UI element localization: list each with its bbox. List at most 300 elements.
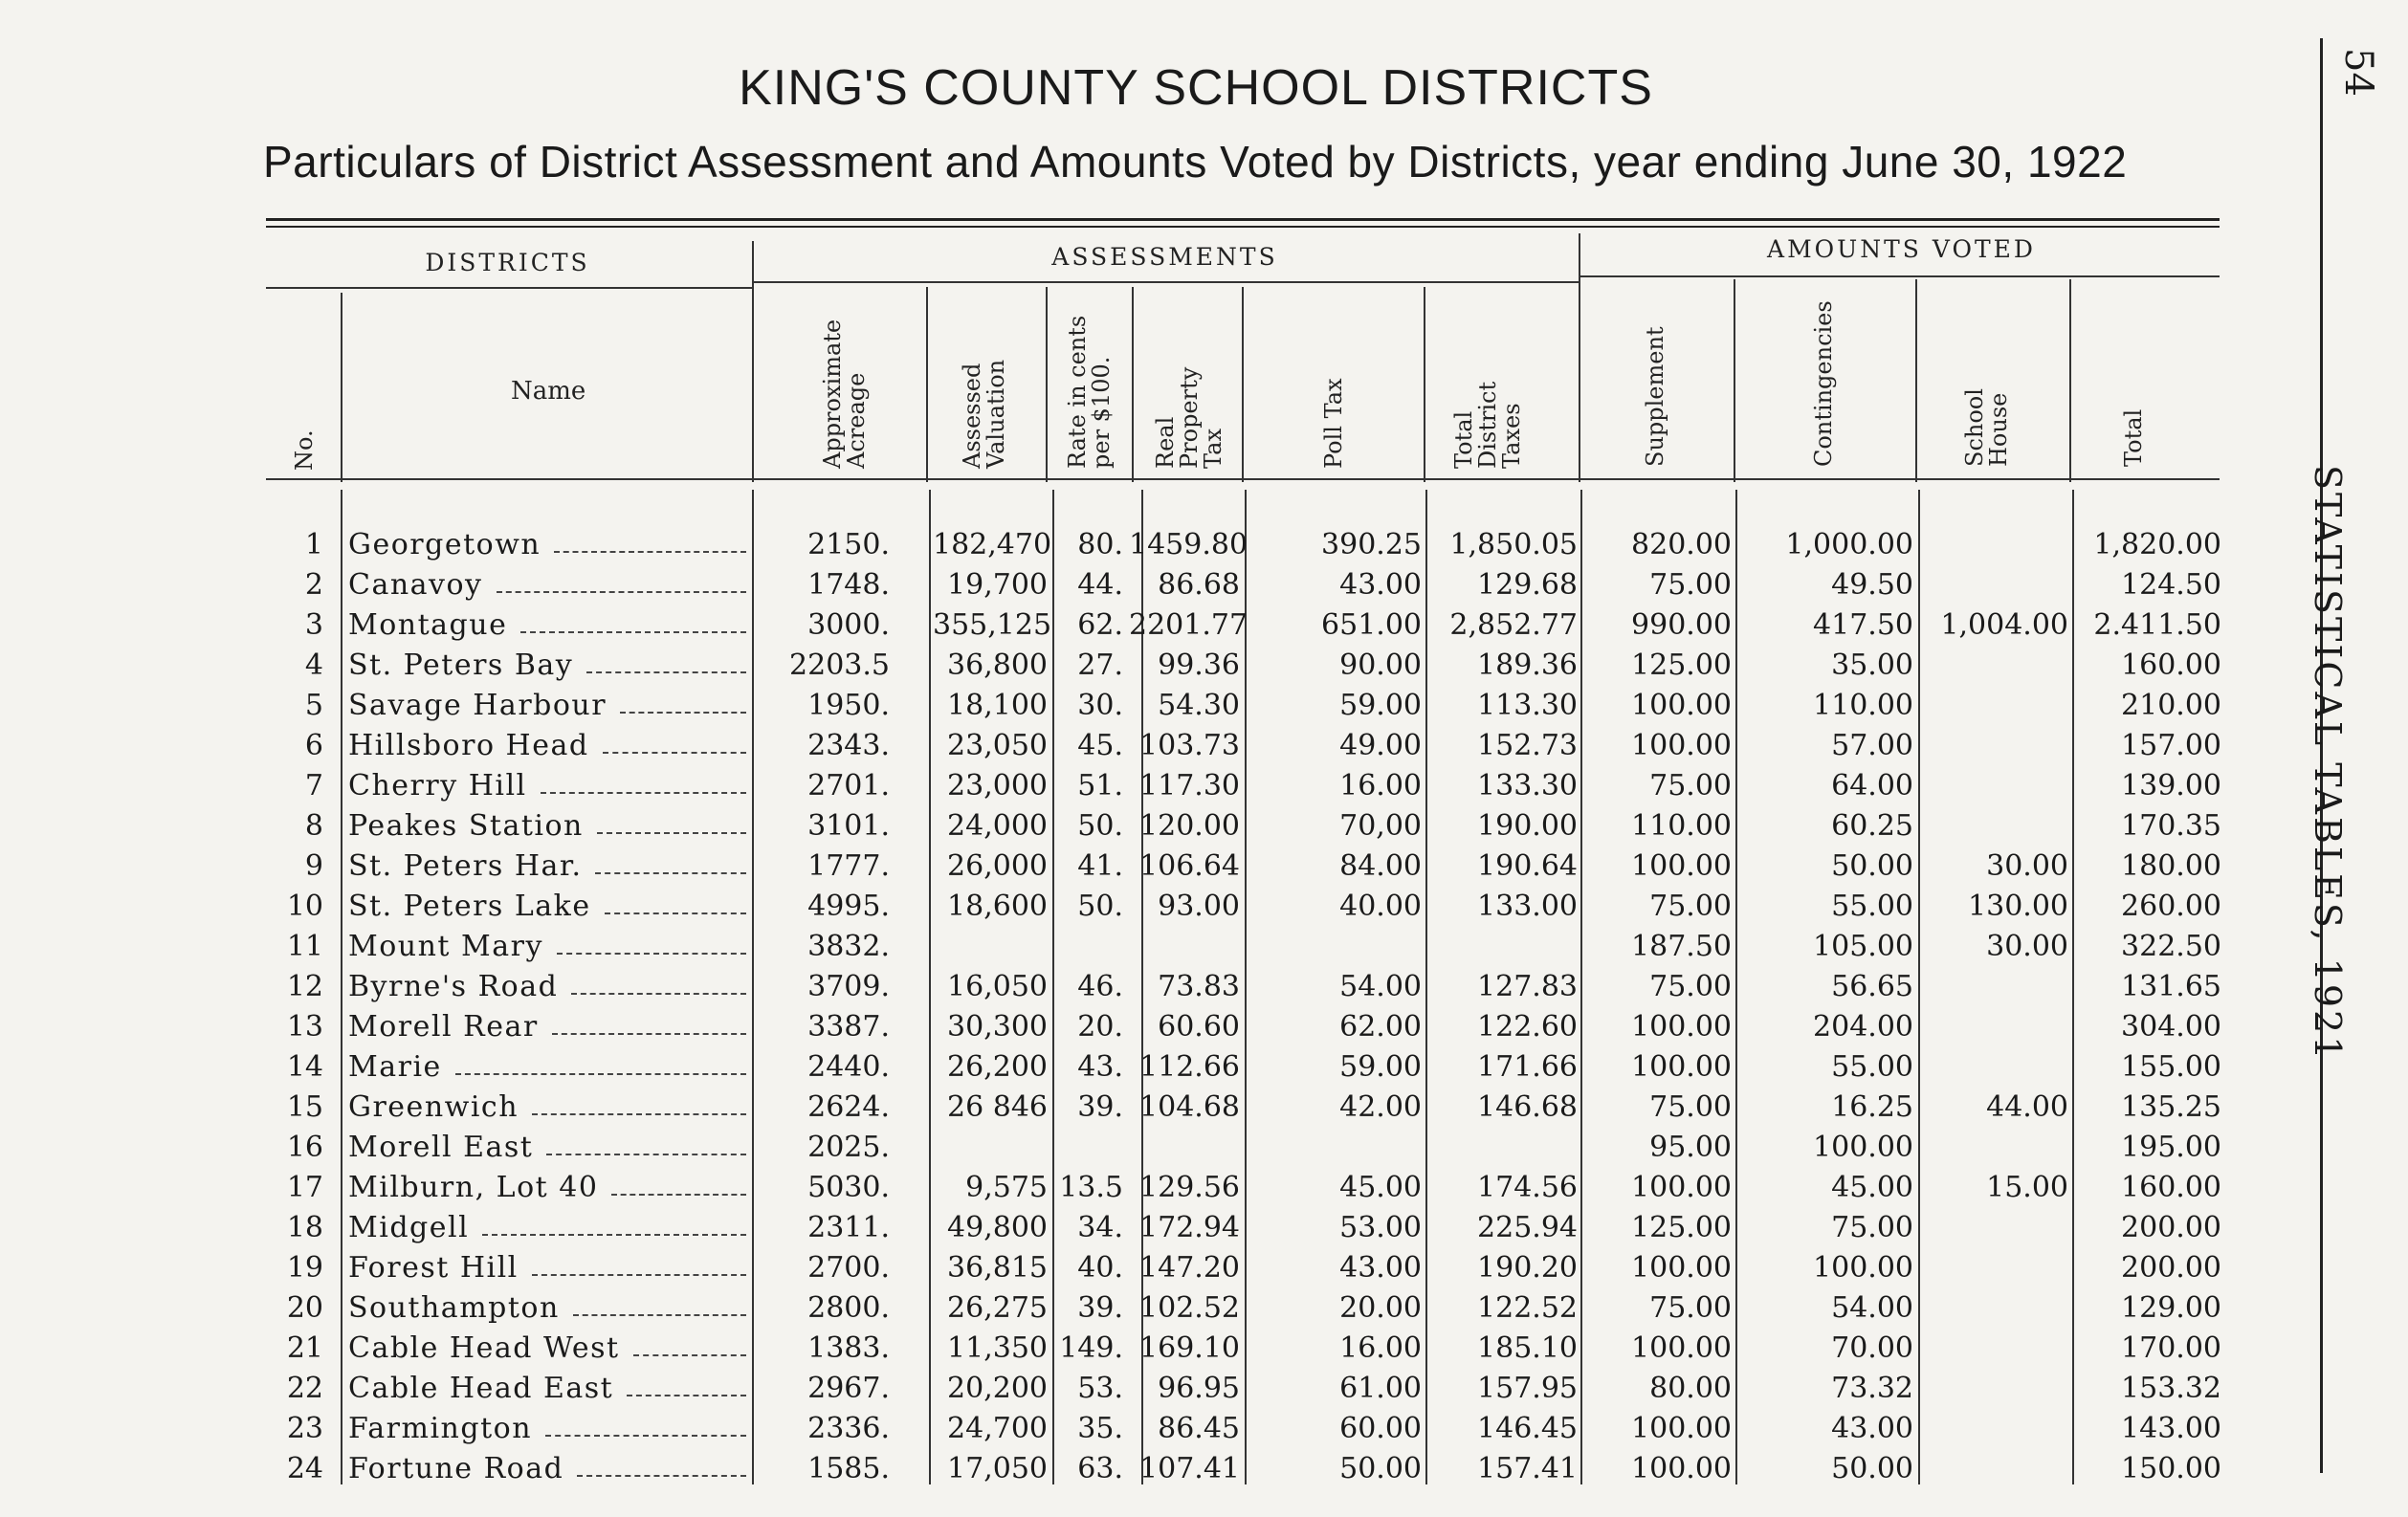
acreage-cell: 3387. [807, 1010, 890, 1044]
contingencies-cell: 1,000.00 [1785, 528, 1913, 561]
col-header-valuation: Assessed Valuation [959, 359, 1009, 469]
poll-tax-cell: 43.00 [1339, 1251, 1422, 1285]
poll-tax-cell: 43.00 [1339, 568, 1422, 602]
row-number: 7 [304, 769, 323, 802]
supplement-cell: 187.50 [1631, 930, 1732, 963]
total-cell: 150.00 [2121, 1452, 2221, 1485]
total-taxes-cell: 127.83 [1477, 970, 1578, 1003]
total-cell: 200.00 [2121, 1251, 2221, 1285]
supplement-cell: 100.00 [1631, 1010, 1732, 1044]
poll-tax-cell: 16.00 [1339, 1331, 1422, 1365]
total-cell: 180.00 [2121, 849, 2221, 883]
district-name: Hillsboro Head [348, 729, 589, 762]
valuation-cell: 24,000 [947, 809, 1048, 843]
acreage-cell: 2025. [807, 1131, 890, 1164]
dot-leader [605, 912, 746, 914]
poll-tax-cell: 60.00 [1339, 1412, 1422, 1445]
district-name: Mount Mary [348, 930, 543, 963]
col-header-total-district-taxes: Total District Taxes [1450, 381, 1525, 469]
real-property-tax-cell: 86.68 [1158, 568, 1240, 602]
contingencies-cell: 49.50 [1831, 568, 1913, 602]
district-name: Montague [348, 608, 508, 642]
table-row [0, 729, 2296, 769]
school-house-cell: 1,004.00 [1940, 608, 2068, 642]
acreage-cell: 2967. [807, 1372, 890, 1405]
row-number: 9 [304, 849, 323, 883]
valuation-cell: 26 846 [947, 1090, 1048, 1124]
contingencies-cell: 60.25 [1831, 809, 1913, 843]
acreage-cell: 1748. [807, 568, 890, 602]
table-row [0, 1131, 2296, 1171]
acreage-cell: 2203.5 [789, 649, 890, 682]
poll-tax-cell: 70,00 [1339, 809, 1422, 843]
dot-leader [557, 953, 746, 955]
real-property-tax-cell: 54.30 [1158, 689, 1240, 722]
acreage-cell: 5030. [807, 1171, 890, 1204]
contingencies-cell: 110.00 [1813, 689, 1913, 722]
real-property-tax-cell: 106.64 [1139, 849, 1240, 883]
dot-leader [633, 1354, 746, 1356]
valuation-cell: 30,300 [947, 1010, 1048, 1044]
acreage-cell: 2440. [807, 1050, 890, 1084]
table-row [0, 1171, 2296, 1211]
row-number: 12 [286, 970, 323, 1003]
row-number: 15 [286, 1090, 323, 1124]
col-header-contingencies: Contingencies [1810, 300, 1837, 467]
col-divider [926, 287, 928, 482]
total-taxes-cell: 2,852.77 [1449, 608, 1578, 642]
contingencies-cell: 417.50 [1813, 608, 1913, 642]
row-number: 24 [286, 1452, 323, 1485]
total-cell: 129.00 [2121, 1291, 2221, 1325]
rate-cell: 41. [1077, 849, 1123, 883]
row-number: 3 [304, 608, 323, 642]
valuation-cell: 16,050 [947, 970, 1048, 1003]
district-name: Greenwich [348, 1090, 519, 1124]
page-title: KING'S COUNTY SCHOOL DISTRICTS [739, 60, 1653, 116]
district-name: Georgetown [348, 528, 541, 561]
total-cell: 155.00 [2121, 1050, 2221, 1084]
total-cell: 210.00 [2121, 689, 2221, 722]
col-header-real-property-tax: Real Property Tax [1152, 366, 1226, 469]
poll-tax-cell: 49.00 [1339, 729, 1422, 762]
row-number: 17 [286, 1171, 323, 1204]
row-number: 22 [286, 1372, 323, 1405]
valuation-cell: 355,125 [933, 608, 1052, 642]
valuation-cell: 36,815 [947, 1251, 1048, 1285]
real-property-tax-cell: 1459.80 [1129, 528, 1248, 561]
acreage-cell: 2700. [807, 1251, 890, 1285]
col-divider [2069, 279, 2071, 482]
valuation-cell: 23,050 [947, 729, 1048, 762]
total-cell: 135.25 [2121, 1090, 2221, 1124]
row-number: 8 [304, 809, 323, 843]
table-row [0, 1050, 2296, 1090]
acreage-cell: 1777. [807, 849, 890, 883]
table-row [0, 1452, 2296, 1492]
total-taxes-cell: 1,850.05 [1449, 528, 1578, 561]
poll-tax-cell: 42.00 [1339, 1090, 1422, 1124]
poll-tax-cell: 62.00 [1339, 1010, 1422, 1044]
acreage-cell: 2336. [807, 1412, 890, 1445]
rate-cell: 45. [1077, 729, 1123, 762]
acreage-cell: 1950. [807, 689, 890, 722]
col-divider [1915, 279, 1917, 482]
valuation-cell: 17,050 [947, 1452, 1048, 1485]
district-name: Byrne's Road [348, 970, 559, 1003]
real-property-tax-cell: 147.20 [1139, 1251, 1240, 1285]
rate-cell: 44. [1077, 568, 1123, 602]
real-property-tax-cell: 86.45 [1158, 1412, 1240, 1445]
supplement-cell: 100.00 [1631, 1171, 1732, 1204]
real-property-tax-cell: 96.95 [1158, 1372, 1240, 1405]
row-number: 19 [286, 1251, 323, 1285]
rate-cell: 20. [1077, 1010, 1123, 1044]
dot-leader [554, 551, 746, 553]
total-cell: 153.32 [2121, 1372, 2221, 1405]
col-divider [1242, 287, 1244, 482]
acreage-cell: 2343. [807, 729, 890, 762]
group-header-assessments: ASSESSMENTS [1051, 243, 1278, 271]
rate-cell: 30. [1077, 689, 1123, 722]
valuation-cell: 18,600 [947, 890, 1048, 923]
total-taxes-cell: 185.10 [1477, 1331, 1578, 1365]
table-row [0, 1331, 2296, 1372]
dot-leader [552, 1033, 746, 1035]
real-property-tax-cell: 169.10 [1139, 1331, 1240, 1365]
district-name: Fortune Road [348, 1452, 564, 1485]
contingencies-cell: 57.00 [1831, 729, 1913, 762]
contingencies-cell: 75.00 [1831, 1211, 1913, 1244]
real-property-tax-cell: 120.00 [1139, 809, 1240, 843]
table-row [0, 930, 2296, 970]
district-name: Marie [348, 1050, 442, 1084]
total-taxes-cell: 146.45 [1477, 1412, 1578, 1445]
total-taxes-cell: 113.30 [1477, 689, 1578, 722]
district-name: Canavoy [348, 568, 483, 602]
total-cell: 170.00 [2121, 1331, 2221, 1365]
supplement-cell: 100.00 [1631, 689, 1732, 722]
total-taxes-cell: 133.00 [1477, 890, 1578, 923]
acreage-cell: 4995. [807, 890, 890, 923]
rate-cell: 13.5 [1059, 1171, 1123, 1204]
col-header-poll-tax: Poll Tax [1320, 378, 1347, 469]
table-row [0, 649, 2296, 689]
acreage-cell: 3832. [807, 930, 890, 963]
table-row [0, 1211, 2296, 1251]
col-header-no: No. [291, 429, 318, 471]
rate-cell: 39. [1077, 1090, 1123, 1124]
dot-leader [532, 1113, 746, 1115]
table-row [0, 1372, 2296, 1412]
district-name: Cable Head East [348, 1372, 614, 1405]
dot-leader [545, 1435, 746, 1437]
real-property-tax-cell: 102.52 [1139, 1291, 1240, 1325]
contingencies-cell: 56.65 [1831, 970, 1913, 1003]
real-property-tax-cell: 2201.77 [1129, 608, 1248, 642]
poll-tax-cell: 54.00 [1339, 970, 1422, 1003]
total-cell: 304.00 [2121, 1010, 2221, 1044]
district-name: Southampton [348, 1291, 560, 1325]
dot-leader [455, 1073, 746, 1075]
table-row [0, 769, 2296, 809]
school-house-cell: 130.00 [1968, 890, 2068, 923]
rate-cell: 63. [1077, 1452, 1123, 1485]
rate-cell: 46. [1077, 970, 1123, 1003]
total-taxes-cell: 190.00 [1477, 809, 1578, 843]
rate-cell: 39. [1077, 1291, 1123, 1325]
col-divider [1132, 287, 1134, 482]
poll-tax-cell: 390.25 [1321, 528, 1422, 561]
rate-cell: 149. [1059, 1331, 1123, 1365]
real-property-tax-cell: 117.30 [1139, 769, 1240, 802]
total-taxes-cell: 174.56 [1477, 1171, 1578, 1204]
contingencies-cell: 50.00 [1831, 849, 1913, 883]
supplement-cell: 95.00 [1649, 1131, 1732, 1164]
dot-leader [595, 872, 746, 874]
valuation-cell: 26,000 [947, 849, 1048, 883]
real-property-tax-cell: 99.36 [1158, 649, 1240, 682]
supplement-cell: 100.00 [1631, 849, 1732, 883]
dot-leader [573, 1314, 746, 1316]
district-name: Savage Harbour [348, 689, 608, 722]
rate-cell: 80. [1077, 528, 1123, 561]
real-property-tax-cell: 104.68 [1139, 1090, 1240, 1124]
district-name: Peakes Station [348, 809, 584, 843]
acreage-cell: 1383. [807, 1331, 890, 1365]
row-number: 5 [304, 689, 323, 722]
side-running-title: STATISTICAL TABLES, 1921 [2307, 465, 2349, 1063]
dot-leader [497, 591, 746, 593]
total-cell: 131.65 [2121, 970, 2221, 1003]
acreage-cell: 2800. [807, 1291, 890, 1325]
supplement-cell: 100.00 [1631, 1050, 1732, 1084]
rate-cell: 51. [1077, 769, 1123, 802]
row-number: 14 [286, 1050, 323, 1084]
total-cell: 195.00 [2121, 1131, 2221, 1164]
total-taxes-cell: 157.95 [1477, 1372, 1578, 1405]
total-taxes-cell: 129.68 [1477, 568, 1578, 602]
contingencies-cell: 55.00 [1831, 1050, 1913, 1084]
dot-leader [586, 671, 746, 673]
poll-tax-cell: 61.00 [1339, 1372, 1422, 1405]
table-row [0, 1251, 2296, 1291]
poll-tax-cell: 90.00 [1339, 649, 1422, 682]
total-cell: 2.411.50 [2093, 608, 2221, 642]
total-cell: 170.35 [2121, 809, 2221, 843]
supplement-cell: 100.00 [1631, 1251, 1732, 1285]
total-taxes-cell: 225.94 [1477, 1211, 1578, 1244]
real-property-tax-cell: 103.73 [1139, 729, 1240, 762]
contingencies-cell: 105.00 [1813, 930, 1913, 963]
supplement-cell: 100.00 [1631, 1331, 1732, 1365]
total-cell: 322.50 [2121, 930, 2221, 963]
table-row [0, 890, 2296, 930]
total-taxes-cell: 133.30 [1477, 769, 1578, 802]
row-number: 6 [304, 729, 323, 762]
page-number: 54 [2336, 48, 2380, 97]
total-taxes-cell: 146.68 [1477, 1090, 1578, 1124]
group-underline [752, 281, 1579, 283]
table-row [0, 970, 2296, 1010]
total-cell: 1,820.00 [2093, 528, 2221, 561]
table-row [0, 1291, 2296, 1331]
valuation-cell: 19,700 [947, 568, 1048, 602]
dot-leader [577, 1475, 746, 1477]
dot-leader [546, 1154, 746, 1155]
real-property-tax-cell: 60.60 [1158, 1010, 1240, 1044]
top-rule [266, 218, 2220, 221]
acreage-cell: 2311. [807, 1211, 890, 1244]
supplement-cell: 75.00 [1649, 970, 1732, 1003]
row-number: 20 [286, 1291, 323, 1325]
contingencies-cell: 54.00 [1831, 1291, 1913, 1325]
col-divider [1579, 233, 1580, 482]
supplement-cell: 100.00 [1631, 729, 1732, 762]
poll-tax-cell: 59.00 [1339, 1050, 1422, 1084]
rate-cell: 43. [1077, 1050, 1123, 1084]
valuation-cell: 26,275 [947, 1291, 1048, 1325]
supplement-cell: 75.00 [1649, 1291, 1732, 1325]
rate-cell: 35. [1077, 1412, 1123, 1445]
school-house-cell: 44.00 [1986, 1090, 2068, 1124]
top-rule-thin [266, 226, 2220, 228]
contingencies-cell: 73.32 [1831, 1372, 1913, 1405]
dot-leader [620, 712, 746, 714]
dot-leader [532, 1274, 746, 1276]
school-house-cell: 30.00 [1986, 849, 2068, 883]
row-number: 16 [286, 1131, 323, 1164]
total-taxes-cell: 190.20 [1477, 1251, 1578, 1285]
acreage-cell: 1585. [807, 1452, 890, 1485]
dot-leader [571, 993, 746, 995]
real-property-tax-cell: 112.66 [1139, 1050, 1240, 1084]
contingencies-cell: 50.00 [1831, 1452, 1913, 1485]
row-number: 13 [286, 1010, 323, 1044]
poll-tax-cell: 50.00 [1339, 1452, 1422, 1485]
table-row [0, 568, 2296, 608]
dot-leader [541, 792, 746, 794]
total-cell: 260.00 [2121, 890, 2221, 923]
dot-leader [482, 1234, 746, 1236]
real-property-tax-cell: 107.41 [1139, 1452, 1240, 1485]
total-cell: 139.00 [2121, 769, 2221, 802]
total-taxes-cell: 157.41 [1477, 1452, 1578, 1485]
row-number: 2 [304, 568, 323, 602]
contingencies-cell: 64.00 [1831, 769, 1913, 802]
poll-tax-cell: 16.00 [1339, 769, 1422, 802]
col-header-supplement: Supplement [1642, 326, 1668, 467]
district-name: Morell Rear [348, 1010, 539, 1044]
valuation-cell: 11,350 [947, 1331, 1048, 1365]
poll-tax-cell: 651.00 [1321, 608, 1422, 642]
rate-cell: 62. [1077, 608, 1123, 642]
row-number: 10 [286, 890, 323, 923]
supplement-cell: 75.00 [1649, 890, 1732, 923]
col-header-total: Total [2120, 408, 2147, 467]
table-row [0, 1412, 2296, 1452]
poll-tax-cell: 84.00 [1339, 849, 1422, 883]
col-header-school-house: School House [1961, 388, 2012, 467]
table-row [0, 1010, 2296, 1050]
acreage-cell: 3101. [807, 809, 890, 843]
total-cell: 160.00 [2121, 649, 2221, 682]
col-header-rate: Rate in cents per $100. [1064, 315, 1115, 469]
total-taxes-cell: 189.36 [1477, 649, 1578, 682]
dot-leader [611, 1194, 746, 1196]
row-number: 21 [286, 1331, 323, 1365]
supplement-cell: 990.00 [1631, 608, 1732, 642]
dot-leader [597, 832, 746, 834]
rate-cell: 53. [1077, 1372, 1123, 1405]
district-name: St. Peters Lake [348, 890, 591, 923]
supplement-cell: 100.00 [1631, 1452, 1732, 1485]
row-number: 11 [286, 930, 323, 963]
district-name: Midgell [348, 1211, 470, 1244]
district-name: St. Peters Bay [348, 649, 574, 682]
valuation-cell: 26,200 [947, 1050, 1048, 1084]
valuation-cell: 36,800 [947, 649, 1048, 682]
total-cell: 124.50 [2121, 568, 2221, 602]
contingencies-cell: 70.00 [1831, 1331, 1913, 1365]
poll-tax-cell: 40.00 [1339, 890, 1422, 923]
total-taxes-cell: 190.64 [1477, 849, 1578, 883]
row-number: 23 [286, 1412, 323, 1445]
total-taxes-cell: 152.73 [1477, 729, 1578, 762]
real-property-tax-cell: 93.00 [1158, 890, 1240, 923]
valuation-cell: 182,470 [933, 528, 1052, 561]
group-header-districts: DISTRICTS [425, 249, 590, 276]
district-name: Farmington [348, 1412, 533, 1445]
supplement-cell: 75.00 [1649, 769, 1732, 802]
real-property-tax-cell: 172.94 [1139, 1211, 1240, 1244]
table-row [0, 809, 2296, 849]
valuation-cell: 23,000 [947, 769, 1048, 802]
table-row [0, 528, 2296, 568]
rate-cell: 50. [1077, 890, 1123, 923]
district-name: St. Peters Har. [348, 849, 583, 883]
table-row [0, 849, 2296, 890]
acreage-cell: 2150. [807, 528, 890, 561]
contingencies-cell: 45.00 [1831, 1171, 1913, 1204]
acreage-cell: 2624. [807, 1090, 890, 1124]
table-row [0, 608, 2296, 649]
total-cell: 160.00 [2121, 1171, 2221, 1204]
real-property-tax-cell: 129.56 [1139, 1171, 1240, 1204]
supplement-cell: 820.00 [1631, 528, 1732, 561]
poll-tax-cell: 59.00 [1339, 689, 1422, 722]
district-name: Cable Head West [348, 1331, 620, 1365]
valuation-cell: 9,575 [965, 1171, 1048, 1204]
rate-cell: 50. [1077, 809, 1123, 843]
supplement-cell: 80.00 [1649, 1372, 1732, 1405]
contingencies-cell: 35.00 [1831, 649, 1913, 682]
page-subtitle: Particulars of District Assessment and Amounts Voted by Districts, year ending June 30, 1922 [263, 137, 2128, 187]
valuation-cell: 49,800 [947, 1211, 1048, 1244]
col-divider [341, 293, 342, 482]
col-header-name: Name [511, 377, 586, 406]
contingencies-cell: 43.00 [1831, 1412, 1913, 1445]
total-taxes-cell: 122.60 [1477, 1010, 1578, 1044]
row-number: 4 [304, 649, 323, 682]
valuation-cell: 24,700 [947, 1412, 1048, 1445]
supplement-cell: 75.00 [1649, 568, 1732, 602]
total-taxes-cell: 171.66 [1477, 1050, 1578, 1084]
school-house-cell: 30.00 [1986, 930, 2068, 963]
supplement-cell: 110.00 [1631, 809, 1732, 843]
group-underline [1580, 275, 2220, 277]
supplement-cell: 100.00 [1631, 1412, 1732, 1445]
